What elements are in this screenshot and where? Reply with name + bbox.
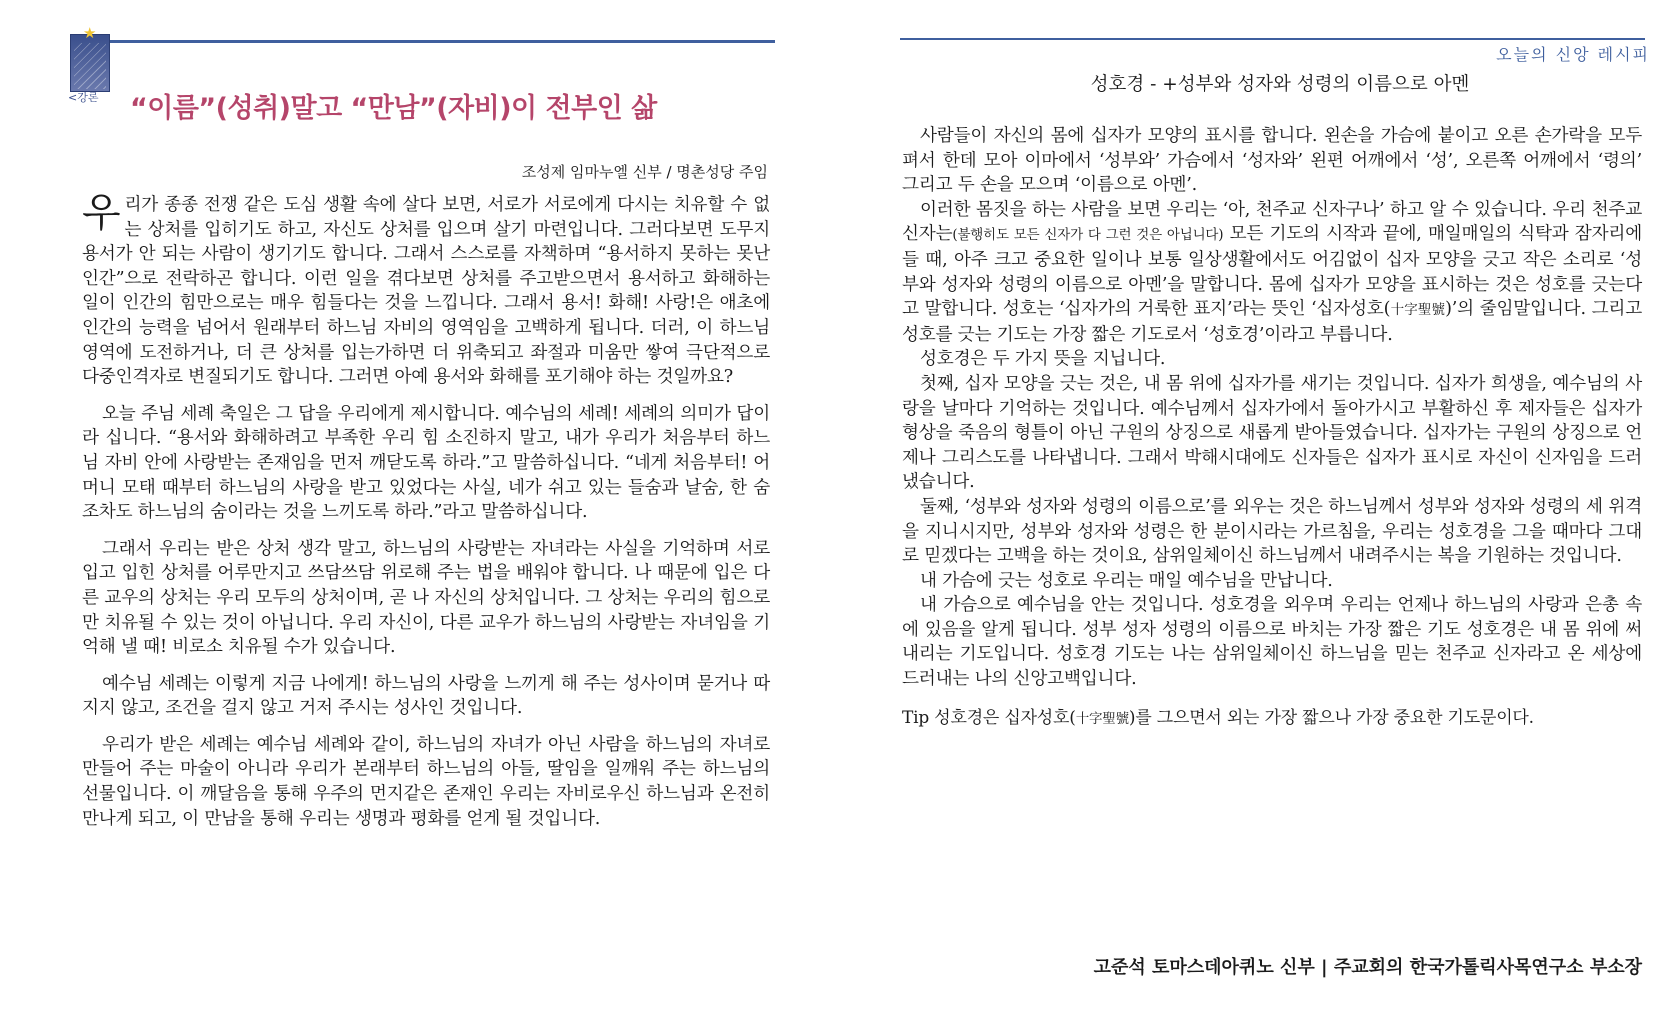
paragraph: 내 가슴에 긋는 성호로 우리는 매일 예수님을 만납니다. xyxy=(920,570,1333,591)
author-byline: 고준석 토마스데아퀴노 신부 | 주교회의 한국가톨릭사목연구소 부소장 xyxy=(1093,957,1642,978)
paragraph: 첫째, 십자 모양을 긋는 것은, 내 몸 위에 십자가를 새기는 것입니다. 십자가 희생을, 예수님의 사랑을 날마다 기억하는 것입니다. 예수님께서 십자가에서 돌아가시고 부활하신 후 제자들은 십자가 형상을 죽음의 형틀이 아닌 구원의 상징으로 새롭게 받아들였습니다. 십자가는 구원의 상징으로 언제나 그리스도를 나타냅니다. 그래서 박해시대에도 신자들은 십자가 표시로 자신이 신자임을 드러냈습니다. xyxy=(902,373,1642,493)
drop-cap: 우 xyxy=(82,190,121,236)
paragraph: 예수님 세례는 이렇게 지금 나에게! 하느님의 사랑을 느끼게 해 주는 성사이며 묻거나 따지지 않고, 조건을 걸지 않고 거저 주시는 성사인 것입니다. xyxy=(82,673,770,719)
paragraph: 우리가 종종 전쟁 같은 도심 생활 속에 살다 보면, 서로가 서로에게 다시는 치유할 수 없는 상처를 입히기도 하고, 자신도 상처를 입으며 살기 마련입니다. 그러다보면 도무지 용서가 안 되는 사람이 생기기도 합니다. 그래서 스스로를 자책하며 “용서하지 못하는 못난 인간”으로 전락하곤 합니다. 이런 일을 겪다보면 상처를 주고받으면서 용서하고 화해하는 일이 인간의 힘만으로는 매우 힘들다는 것을 느낍니다. 그래서 용서! 화해! 사랑!은 애초에 인간의 능력을 넘어서 원래부터 하느님 자비의 영역임을 고백하게 됩니다. 더러, 이 하느님 영역에 도전하거나, 더 큰 상처를 입는가하면 더 위축되고 좌절과 미움만 쌓여 극단적으로 다중인격자로 변질되기도 합니다. 그러면 아예 용서와 화해를 포기해야 하는 것일까요? xyxy=(82,190,770,388)
church-logo-icon xyxy=(70,24,110,92)
paragraph: 그래서 우리는 받은 상처 생각 말고, 하느님의 사랑받는 자녀라는 사실을 기억하며 서로 입고 입힌 상처를 어루만지고 쓰담쓰담 위로해 주는 법을 배워야 합니다. 나 때문에 입은 다른 교우의 상처는 우리 모두의 상처이며, 곧 나 자신의 상처입니다. 그 상처는 우리의 힘으로만 치유될 수 있는 것이 아닙니다. 우리 자신이, 다른 교우가 하느님의 사랑받는 자녀임을 기억해 낼 때! 비로소 치유될 수가 있습니다. xyxy=(82,538,770,658)
star-icon: ★ xyxy=(83,24,97,42)
paragraph: 내 가슴으로 예수님을 안는 것입니다. 성호경을 외우며 우리는 언제나 하느님의 사랑과 은총 속에 있음을 알게 됩니다. 성부 성자 성령의 이름으로 바치는 가장 짧은 기도 성호경은 내 몸 위에 써 내리는 기도입니다. 성호경 기도는 나는 삼위일체이신 하느님을 믿는 천주교 신자라고 온 세상에 드러내는 나의 신앙고백입니다. xyxy=(902,595,1642,690)
paragraph: 이러한 몸짓을 하는 사람을 보면 우리는 ‘아, 천주교 신자구나’ 하고 알 수 있습니다. 우리 천주교 신자는(불행히도 모든 신자가 다 그런 것은 아닙니다) 모든 기도의 시작과 끝에, 매일매일의 식탁과 잠자리에 들 때, 아주 크고 중요한 일이나 보통 일상생활에서도 어김없이 십자 모양을 긋고 작은 소리로 ‘성부와 성자와 성령의 이름으로 아멘’을 말합니다. 몸에 십자가 모양을 표시하는 것은 성호를 긋는다고 말합니다. 성호는 ‘십자가의 거룩한 표지’라는 뜻인 ‘십자성호(十字聖號)’의 줄임말입니다. 그리고 성호를 긋는 기도는 가장 짧은 기도로서 ‘성호경’이라고 부릅니다. xyxy=(902,199,1642,345)
tip-note: Tip 성호경은 십자성호(十字聖號)를 그으면서 외는 가장 짧으나 가장 중요한 기도문이다. xyxy=(902,707,1534,728)
left-page xyxy=(0,0,800,1020)
paragraph: 사람들이 자신의 몸에 십자가 모양의 표시를 합니다. 왼손을 가슴에 붙이고 오른 손가락을 모두 펴서 한데 모아 이마에서 ‘성부와’ 가슴에서 ‘성자와’ 왼편 어깨에서 ‘성’, 오른쪽 어깨에서 ‘령의’ 그리고 두 손을 모으며 ‘이름으로 아멘’. xyxy=(902,126,1642,196)
recipe-body xyxy=(902,124,1642,731)
paragraph: 우리가 받은 세례는 예수님 세례와 같이, 하느님의 자녀가 아닌 사람을 하느님의 자녀로 만들어 주는 마술이 아니라 우리가 본래부터 하느님의 아들, 딸임을 일깨워 주는 하느님의 선물입니다. 이 깨달음을 통해 우주의 먼지같은 존재인 우리는 자비로우신 하느님과 온전히 만나게 되고, 이 만남을 통해 우리는 생명과 평화를 얻게 될 것입니다. xyxy=(82,734,770,829)
paragraph: 오늘 주님 세례 축일은 그 답을 우리에게 제시합니다. 예수님의 세례! 세례의 의미가 답이라 십니다. “용서와 화해하려고 부족한 우리 힘 소진하지 말고, 내가 우리가 처음부터 하느님 자비 안에 사랑받는 존재임을 먼저 깨닫도록 하라.”고 말씀하십니다. “네게 처음부터! 어머니 모태 때부터 하느님의 사랑을 받고 있었다는 사실, 네가 쉬고 있는 들숨과 날숨, 한 숨조차도 하느님의 숨이라는 것을 느끼도록 하라.”라고 말씀하십니다. xyxy=(82,403,770,523)
hanja-term: 十字聖號 xyxy=(1390,302,1446,319)
top-rule xyxy=(95,40,775,43)
sermon-body xyxy=(82,190,770,843)
right-page xyxy=(880,0,1680,1020)
article-subtitle: 성호경 - +성부와 성자와 성령의 이름으로 아멘 xyxy=(1090,74,1470,95)
paragraph: 둘째, ‘성부와 성자와 성령의 이름으로’를 외우는 것은 하느님께서 성부와 성자와 성령의 세 위격을 지니시지만, 성부와 성자와 성령은 한 분이시라는 가르침을, 우리는 성호경을 그을 때마다 그대로 믿겠다는 고백을 하는 것이요, 삼위일체이신 하느님께서 내려주시는 복을 기원하는 것입니다. xyxy=(902,496,1642,567)
author-byline: 조성제 임마누엘 신부 / 명촌성당 주임 xyxy=(521,163,768,181)
top-rule xyxy=(900,38,1645,40)
hanja-term: 十字聖號 xyxy=(1075,710,1129,727)
paragraph: 성호경은 두 가지 뜻을 지닙니다. xyxy=(920,349,1166,370)
section-label: <강론 xyxy=(68,91,99,104)
aside-note: (불행히도 모든 신자가 다 그런 것은 아닙니다) xyxy=(952,227,1224,244)
article-title: “이름”(성취)말고 “만남”(자비)이 전부인 삶 xyxy=(130,93,657,124)
series-title: 오늘의 신앙 레시피 xyxy=(1496,45,1650,64)
